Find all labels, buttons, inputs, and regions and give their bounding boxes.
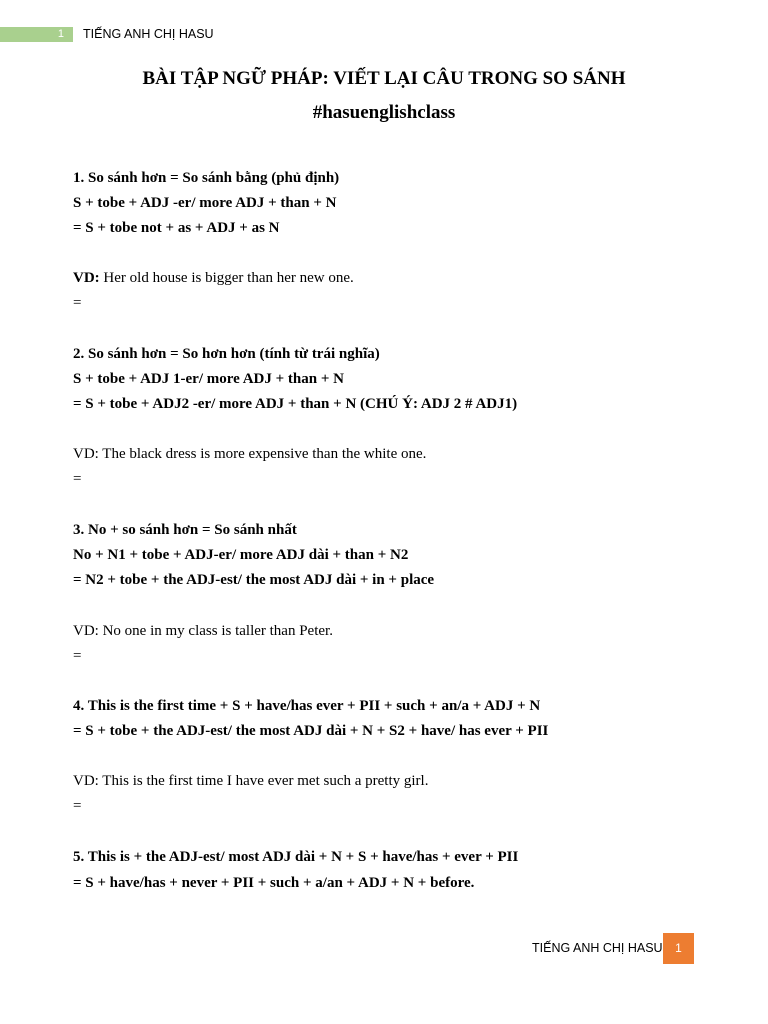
section-1-example — [73, 268, 354, 288]
section-4-formula-line: = S + tobe + the ADJ-est/ the most ADJ dài + N + S2 + have/ has ever + PII — [73, 723, 549, 739]
header-page-number: 1 — [0, 27, 73, 42]
section-2-formula-line: S + tobe + ADJ 1-er/ more ADJ + than + N — [73, 371, 344, 387]
section-3-formula-line: = N2 + tobe + the ADJ-est/ the most ADJ dài + in + place — [73, 572, 435, 588]
section-3-heading: 3. No + so sánh hơn = So sánh nhất — [73, 522, 297, 538]
section-1-formula-line: S + tobe + ADJ -er/ more ADJ + than + N — [73, 195, 337, 211]
section-2-example: VD: The black dress is more expensive than the white one. — [73, 446, 427, 462]
section-3-formula-line: No + N1 + tobe + ADJ-er/ more ADJ dài + than + N2 — [73, 547, 409, 563]
document-hashtag: #hasuenglishclass — [312, 102, 456, 123]
section-3-answer-line: = — [73, 648, 82, 664]
section-2-formula-line: = S + tobe + ADJ2 -er/ more ADJ + than + N (CHÚ Ý: ADJ 2 # ADJ1) — [73, 396, 518, 412]
section-4-example: VD: This is the first time I have ever met such a pretty girl. — [73, 773, 429, 789]
header-title: TIẾNG ANH CHỊ HASU — [83, 27, 214, 41]
section-4-heading: 4. This is the first time + S + have/has ever + PII + such + an/a + ADJ + N — [73, 698, 541, 714]
section-4-answer-line: = — [73, 798, 82, 814]
section-5-heading: 5. This is + the ADJ-est/ most ADJ dài + N + S + have/has + ever + PII — [73, 849, 519, 865]
section-2-heading: 2. So sánh hơn = So hơn hơn (tính từ trái nghĩa) — [73, 346, 380, 362]
section-1-heading: 1. So sánh hơn = So sánh bằng (phủ định) — [73, 170, 340, 186]
section-2-answer-line: = — [73, 471, 82, 487]
example-label: VD: — [73, 270, 100, 286]
section-1-answer-line: = — [73, 295, 82, 311]
section-1-formula-line: = S + tobe not + as + ADJ + as N — [73, 220, 280, 236]
footer-page-number: 1 — [663, 933, 694, 964]
footer-title: TIẾNG ANH CHỊ HASU — [532, 941, 663, 955]
section-5-formula-line: = S + have/has + never + PII + such + a/an + ADJ + N + before. — [73, 875, 475, 891]
document-title: BÀI TẬP NGỮ PHÁP: VIẾT LẠI CÂU TRONG SO SÁNH — [142, 68, 626, 89]
example-text: Her old house is bigger than her new one. — [99, 270, 354, 286]
section-3-example: VD: No one in my class is taller than Peter. — [73, 623, 333, 639]
